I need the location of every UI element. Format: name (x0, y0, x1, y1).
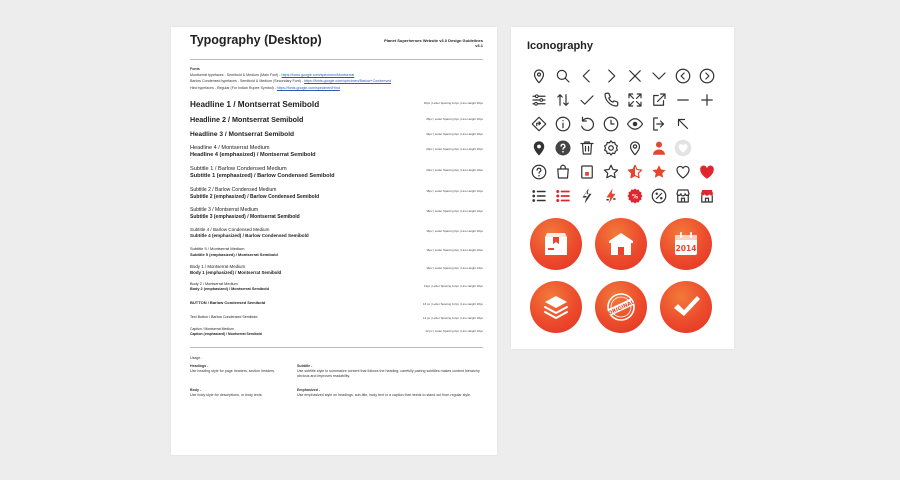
percent-icon (647, 184, 671, 208)
font-link[interactable]: https://fonts.google.com/specimen/Barlow+Condensed (304, 79, 392, 84)
chevron-down-icon (647, 64, 671, 88)
type-spec-name: Body 1 / Montserrat Medium (190, 263, 246, 269)
font-item: Barlow Condensed typefaces - Semibold & Medium (Secondary Font) - https://fonts.google.com/specimen/Barlow+Condensed (190, 79, 392, 84)
type-spec-row (190, 300, 483, 306)
help-filled-icon (551, 136, 575, 160)
svg-text:2014: 2014 (675, 244, 697, 253)
iconography-title: Iconography (527, 40, 594, 52)
typography-header (190, 33, 483, 57)
svg-text:ORIGINAL: ORIGINAL (607, 299, 636, 317)
type-spec-value: 14px | Letter Spacing 0.2px | Line Height 20px (423, 283, 483, 288)
flash-sale-icon (575, 184, 599, 208)
list-icon (527, 184, 551, 208)
star-filled-icon (647, 160, 671, 184)
trash-icon (575, 136, 599, 160)
settings-icon (599, 136, 623, 160)
type-spec-name: Headline 3 / Montserrat Semibold (190, 130, 295, 138)
type-spec-value: 18px | Letter Spacing 0px | Line Height 22px (426, 188, 483, 193)
filter-sliders-icon (527, 88, 551, 112)
storefront-icon (671, 184, 695, 208)
type-spec-value: 16px | Letter Spacing 0px | Line Height 22px (426, 247, 483, 252)
info-icon (551, 112, 575, 136)
heart-outline-icon (671, 160, 695, 184)
type-spec-emphasized-name: Body 2 (emphasized) / Montserrat Semibold (190, 287, 269, 292)
type-spec-row (190, 115, 483, 125)
empty-icon-slot (695, 136, 719, 160)
flash-sale-red-icon (599, 184, 623, 208)
direction-sign-icon (527, 112, 551, 136)
type-spec-emphasized-name: Subtitle 5 (emphasized) / Montserrat Semibold (190, 251, 278, 257)
product-box-icon (575, 160, 599, 184)
guidelines-name: Planet Superheroes Website v3.0 Design Guidelines (384, 38, 483, 43)
type-spec-row (190, 264, 483, 276)
delivery-box-icon (530, 218, 582, 270)
calendar-2014-icon (660, 218, 712, 270)
expand-icon (623, 88, 647, 112)
type-spec-name: Subtitle 5 / Montserrat Medium (190, 245, 245, 251)
usage-item: Emphasized - Use emphasized style on headings, sub-title, body text or a caption that needs to stand out from regular style. (297, 387, 471, 397)
clock-icon (599, 112, 623, 136)
type-spec-value: 18px | Letter Spacing 0px | Line Height 24px (426, 208, 483, 213)
type-spec-emphasized-name: Body 1 (emphasized) / Montserrat Semibold (190, 269, 282, 275)
type-spec-row (190, 99, 483, 110)
location-pin-icon (527, 64, 551, 88)
divider (190, 59, 483, 60)
type-spec-name: Body 2 / Montserrat Medium (190, 281, 238, 286)
type-spec-row (190, 246, 483, 258)
type-spec-row (190, 145, 483, 160)
type-spec-value: 20px | Letter Spacing 0px | Line Height 24px (426, 167, 483, 172)
empty-icon-slot (695, 112, 719, 136)
location-pin-outline-icon (623, 136, 647, 160)
list-red-icon (551, 184, 575, 208)
type-spec-row (190, 166, 483, 181)
minus-icon (671, 88, 695, 112)
storefront-red-icon (695, 184, 719, 208)
type-spec-name: Caption / Montserrat Medium (190, 326, 234, 331)
divider (190, 347, 483, 348)
type-spec-name: Subtitle 1 / Barlow Condensed Medium (190, 165, 287, 172)
type-spec-value: 16 px | Letter Spacing 0.2px | Line Height 20px (423, 301, 483, 306)
type-spec-row (190, 227, 483, 240)
sort-arrows-icon (551, 88, 575, 112)
type-spec-row (190, 130, 483, 139)
guidelines-version: v3.1 (475, 43, 483, 48)
type-spec-value: 24px | Letter Spacing 0px | Line Height 30px (426, 131, 483, 136)
usage-item: Subtitle - Use subtitle style to summarize content that follows the heading; carefully pairing subtitles makes content hierarchy obvious and improves readability. (297, 364, 480, 379)
font-item: Hind typefaces - Regular (For Indian Rupee Symbol) - https://fonts.google.com/specimen/Hind (190, 85, 340, 90)
plus-icon (695, 88, 719, 112)
type-spec-value: 12 px | Letter Spacing 0px | Line Height 16px (425, 328, 483, 333)
type-spec-row (190, 207, 483, 221)
shopping-bag-icon (551, 160, 575, 184)
eye-icon (623, 112, 647, 136)
close-icon (623, 64, 647, 88)
usage-title: Usage - (190, 355, 203, 360)
type-specs-list (190, 99, 483, 337)
type-spec-name: Subtitle 2 / Barlow Condensed Medium (190, 186, 277, 193)
type-spec-value: 26px | Letter Spacing 0px | Line Height 32px (426, 116, 483, 121)
type-spec-name: Subtitle 4 / Barlow Condensed Medium (190, 226, 270, 232)
heart-outline-filled-icon (671, 136, 695, 160)
guidelines-meta (384, 38, 483, 48)
typography-card (171, 27, 497, 455)
type-spec-value: 20px | Letter Spacing 0px | Line Height 26px (426, 146, 483, 151)
type-spec-emphasized-name: Subtitle 2 (emphasized) / Barlow Condensed Semibold (190, 193, 320, 200)
star-outline-icon (599, 160, 623, 184)
store-icon (595, 218, 647, 270)
type-spec-row (190, 282, 483, 293)
font-item: Montserrat typefaces - Semibold & Medium (Main Font) - https://fonts.google.com/specimen/Montserrat (190, 73, 355, 78)
iconography-card (511, 27, 734, 349)
feature-icon-grid (530, 218, 718, 333)
type-spec-row (190, 314, 483, 320)
checkmark-icon (660, 281, 712, 333)
type-spec-row (190, 187, 483, 201)
type-spec-name: Subtitle 3 / Montserrat Medium (190, 206, 259, 213)
type-spec-name: Headline 1 / Montserrat Semibold (190, 99, 320, 109)
arrow-up-left-icon (671, 112, 695, 136)
chevron-right-icon (599, 64, 623, 88)
svg-text:%: % (631, 193, 639, 201)
type-spec-row (190, 327, 483, 337)
undo-icon (575, 112, 599, 136)
type-spec-emphasized-name: Subtitle 4 (emphasized) / Barlow Condensed Semibold (190, 233, 309, 239)
circle-chevron-left-icon (671, 64, 695, 88)
chevron-left-icon (575, 64, 599, 88)
help-outline-icon (527, 160, 551, 184)
usage-section (190, 356, 483, 398)
usage-item: Body - Use body style for descriptions, or body texts. (190, 387, 263, 397)
check-icon (575, 88, 599, 112)
phone-icon (599, 88, 623, 112)
user-filled-icon (647, 136, 671, 160)
location-pin-filled-icon (527, 136, 551, 160)
discount-badge-icon (623, 184, 647, 208)
search-icon (551, 64, 575, 88)
type-spec-emphasized-name: Caption (emphasized) / Montserrat Semibold (190, 331, 262, 336)
type-spec-value: 16px | Letter Spacing 0px | Line Height 20px (426, 228, 483, 233)
usage-item: Headings - Use heading style for page headers, section headers. (190, 364, 276, 374)
fonts-title: Fonts (190, 67, 200, 71)
type-spec-value: 32px | Letter Spacing 0.2px | Line Height 40px (423, 100, 483, 105)
type-spec-name: Headline 2 / Montserrat Semibold (190, 114, 304, 124)
type-spec-value: 16px | Letter Spacing 0px | Line Height 24px (426, 265, 483, 270)
icon-grid (527, 64, 718, 208)
type-spec-emphasized-name: Headline 4 (emphasized) / Montserrat Semibold (190, 152, 316, 159)
type-spec-name: Text Button / Barlow Condensed Semibold (190, 314, 258, 319)
original-stamp-icon (595, 281, 647, 333)
type-spec-value: 14 px | Letter Spacing 0.2px | Line Height 18px (423, 315, 483, 320)
logout-icon (647, 112, 671, 136)
star-half-icon (623, 160, 647, 184)
font-link[interactable]: https://fonts.google.com/specimen/Montserrat (281, 73, 355, 78)
type-spec-emphasized-name: Subtitle 1 (emphasized) / Barlow Condensed Semibold (190, 173, 335, 180)
layers-icon (530, 281, 582, 333)
type-spec-name: Headline 4 / Montserrat Medium (190, 144, 270, 151)
fonts-section (190, 66, 483, 91)
type-spec-emphasized-name: Subtitle 3 (emphasized) / Montserrat Semibold (190, 213, 300, 220)
font-link[interactable]: https://fonts.google.com/specimen/Hind (276, 85, 340, 90)
heart-filled-icon (695, 160, 719, 184)
circle-chevron-right-icon (695, 64, 719, 88)
type-spec-name: BUTTON / Barlow Condensed Semibold (190, 299, 266, 305)
external-link-icon (647, 88, 671, 112)
page-title: Typography (Desktop) (190, 33, 322, 47)
